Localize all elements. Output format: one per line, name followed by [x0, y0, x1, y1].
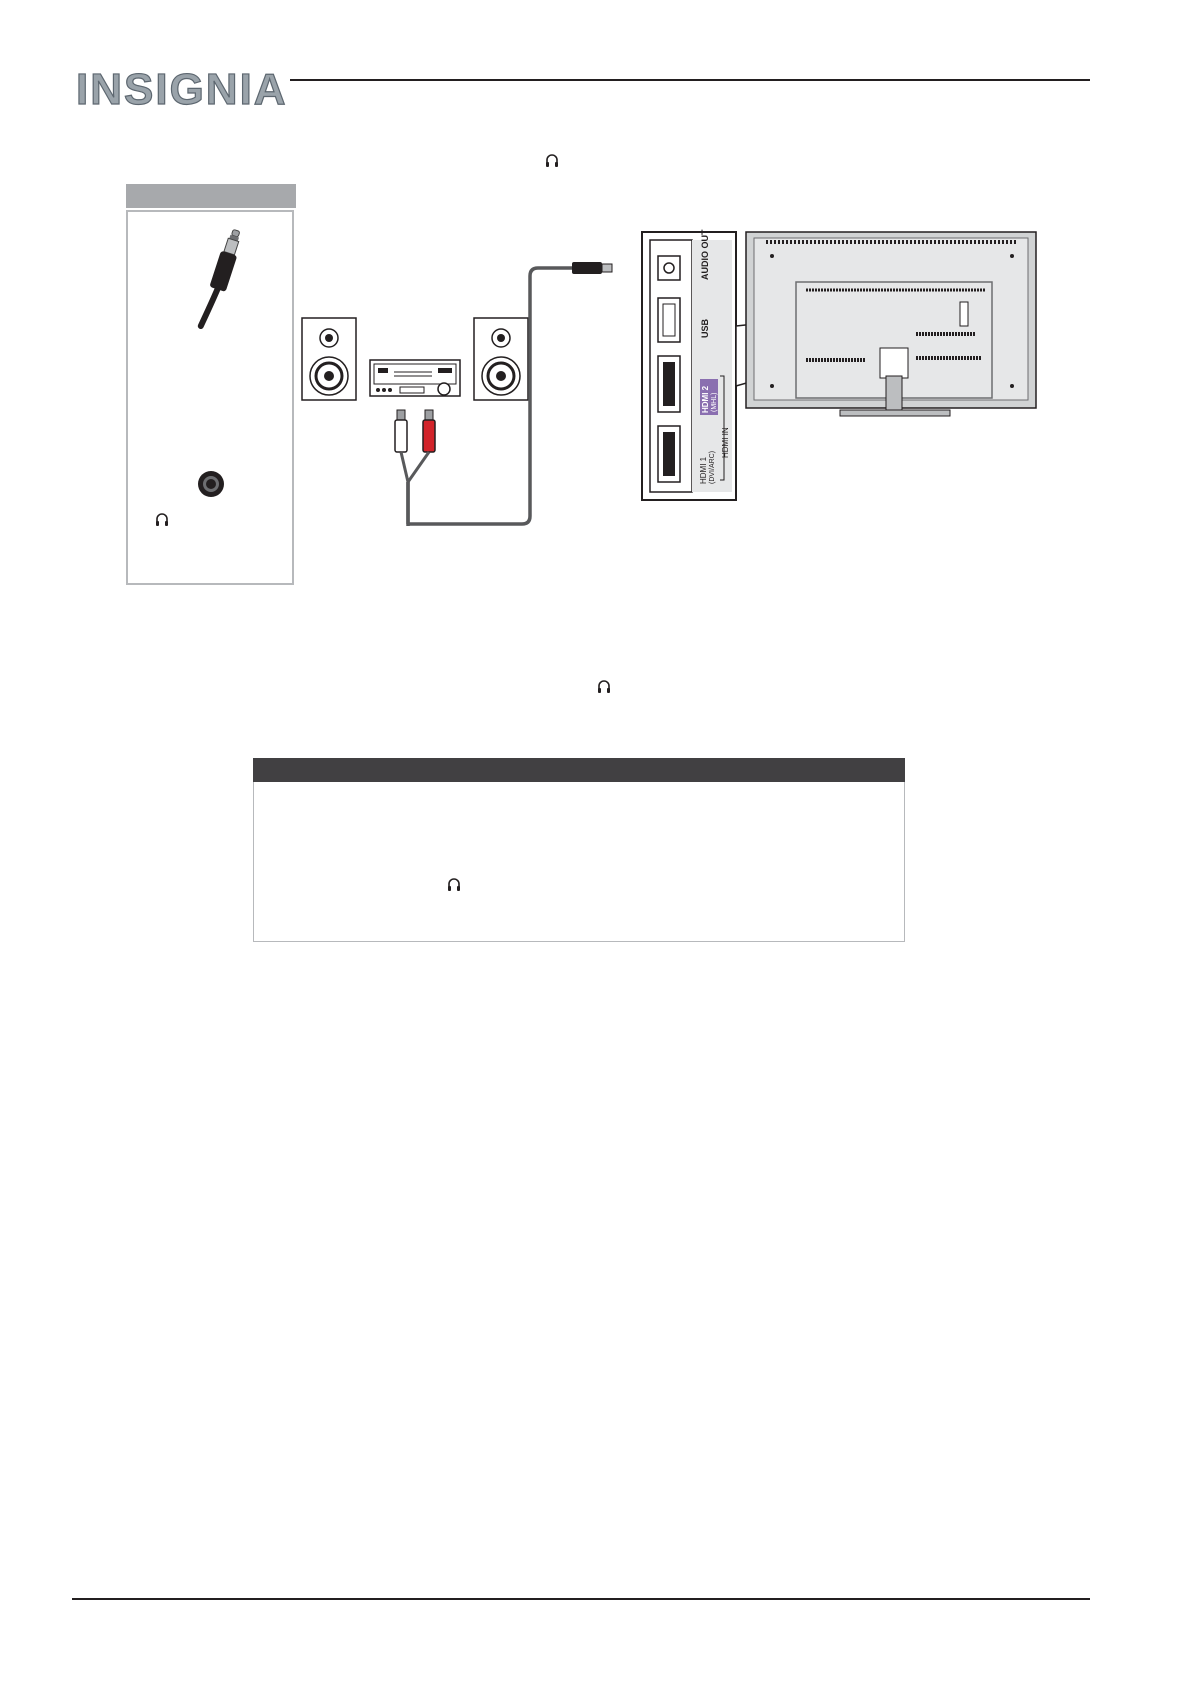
connection-diagram — [296, 226, 1042, 526]
hdmi1-label: HDMI 1 — [699, 456, 708, 484]
footer-rule — [72, 1598, 1090, 1600]
tv-port-panel — [642, 229, 736, 500]
note-box — [253, 782, 905, 942]
brand-logo — [76, 62, 286, 112]
tv-back-icon — [746, 232, 1036, 416]
note-header — [253, 758, 905, 782]
headphone-icon — [544, 152, 560, 168]
header-rule — [290, 79, 1090, 81]
rca-plugs-icon — [395, 410, 435, 482]
headphone-icon — [446, 876, 462, 892]
usb-label: USB — [700, 318, 710, 338]
legend-header — [126, 184, 296, 208]
speaker-icon — [474, 318, 528, 400]
stereo-receiver-icon — [370, 360, 460, 396]
speaker-icon — [302, 318, 356, 400]
hdmi-in-label: HDMI IN — [721, 427, 730, 458]
hdmi2-sub-label: (MHL) — [711, 392, 718, 412]
audio-jack-icon — [197, 470, 225, 498]
brand-logo-text: INSIGNIA — [76, 65, 286, 112]
headphone-icon — [596, 678, 612, 694]
audio-out-label: AUDIO OUT — [700, 229, 710, 280]
hdmi2-label: HDMI 2 — [701, 385, 710, 413]
headphone-icon — [154, 511, 170, 527]
hdmi1-sub-label: (DVI/ARC) — [709, 450, 716, 484]
audio-plug-icon — [186, 226, 256, 334]
